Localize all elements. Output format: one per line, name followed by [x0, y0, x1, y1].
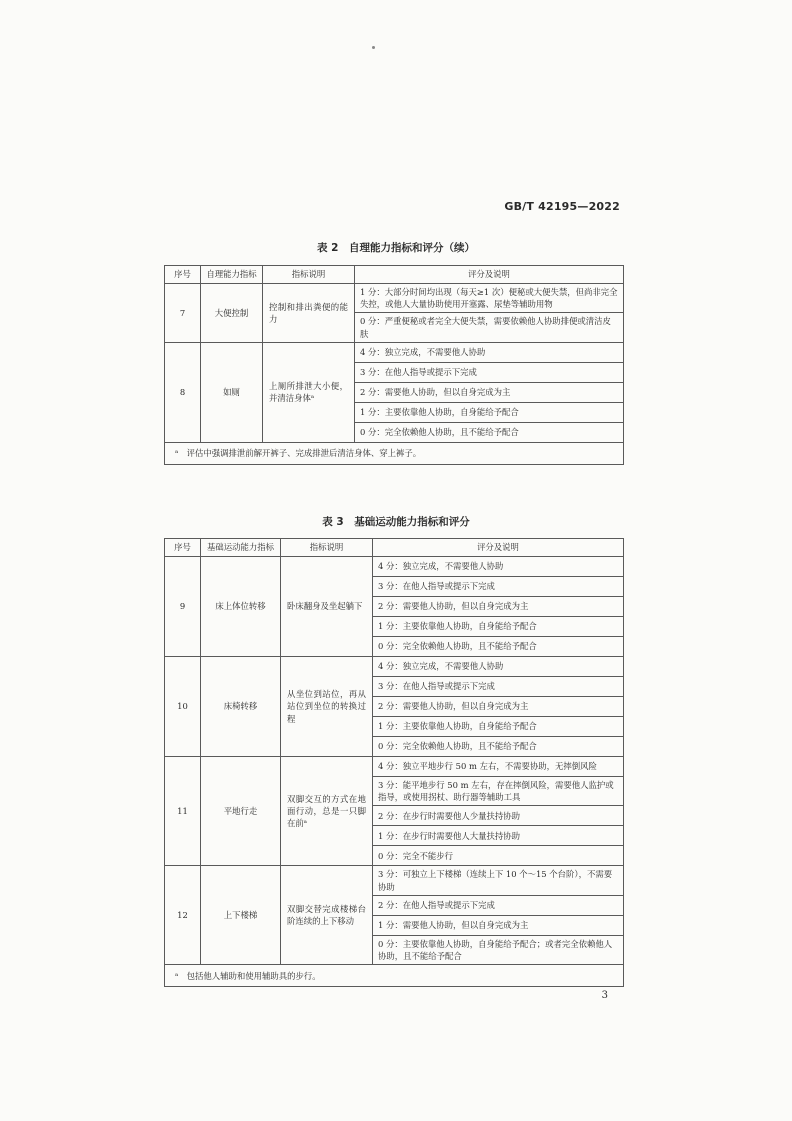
- table-footnote: ᵃ 包括他人辅助和使用辅助具的步行。: [165, 965, 624, 987]
- score-item: 2 分：需要他人协助，但以自身完成为主: [355, 382, 624, 402]
- table-row: [165, 757, 624, 777]
- column-header: 序号: [165, 539, 201, 557]
- column-header: 序号: [165, 266, 201, 284]
- column-header: 评分及说明: [355, 266, 624, 284]
- table-row: [165, 342, 624, 362]
- column-header: 指标说明: [281, 539, 373, 557]
- table3-caption: 表 3 基础运动能力指标和评分: [322, 516, 470, 528]
- page-number: 3: [601, 990, 608, 1001]
- column-header: 指标说明: [263, 266, 355, 284]
- standard-number: GB/T 42195—2022: [504, 200, 620, 213]
- score-item: 3 分：可独立上下楼梯（连续上下 10 个～15 个台阶），不需要协助: [373, 866, 624, 895]
- table-row: [165, 657, 624, 677]
- score-item: 2 分：在他人指导或提示下完成: [373, 895, 624, 915]
- table2-caption: 表 2 自理能力指标和评分（续）: [317, 242, 475, 254]
- indicator-description: 上厕所排泄大小便，并清洁身体ᵃ: [263, 342, 355, 442]
- score-item: 1 分：主要依靠他人协助，自身能给予配合: [373, 717, 624, 737]
- column-header: 评分及说明: [373, 539, 624, 557]
- table-footnote-row: [165, 965, 624, 987]
- score-item: 2 分：需要他人协助，但以自身完成为主: [373, 697, 624, 717]
- table-footnote-row: [165, 442, 624, 464]
- score-item: 1 分：在步行时需要他人大量扶持协助: [373, 826, 624, 846]
- indicator-description: 双脚交互的方式在地面行动，总是一只脚在前ᵃ: [281, 757, 373, 866]
- table-footnote: ᵃ 评估中强调排泄前解开裤子、完成排泄后清洁身体、穿上裤子。: [165, 442, 624, 464]
- score-item: 3 分：在他人指导或提示下完成: [373, 577, 624, 597]
- table3-header-row: [165, 539, 624, 557]
- row-number: 7: [165, 284, 201, 343]
- row-number: 9: [165, 557, 201, 657]
- indicator-name: 平地行走: [201, 757, 281, 866]
- score-item: 1 分：大部分时间均出现（每天≥1 次）便秘或大便失禁，但尚非完全失控，或他人大量协助使用开塞露、尿垫等辅助用物: [355, 284, 624, 313]
- score-item: 3 分：在他人指导或提示下完成: [355, 362, 624, 382]
- indicator-name: 如厕: [201, 342, 263, 442]
- scan-speck: [372, 46, 375, 49]
- indicator-name: 上下楼梯: [201, 866, 281, 965]
- score-item: 0 分：完全依赖他人协助，且不能给予配合: [373, 737, 624, 757]
- score-item: 0 分：完全依赖他人协助，且不能给予配合: [355, 422, 624, 442]
- score-item: 3 分：在他人指导或提示下完成: [373, 677, 624, 697]
- table-row: [165, 284, 624, 313]
- table3: [164, 538, 624, 987]
- score-item: 3 分：能平地步行 50 m 左右，存在摔倒风险，需要他人监护或指导，或使用拐杖、助行器等辅助工具: [373, 777, 624, 806]
- indicator-name: 床上体位转移: [201, 557, 281, 657]
- table2: [164, 265, 624, 465]
- row-number: 11: [165, 757, 201, 866]
- score-item: 0 分：完全不能步行: [373, 846, 624, 866]
- score-item: 4 分：独立完成，不需要他人协助: [355, 342, 624, 362]
- score-item: 2 分：需要他人协助，但以自身完成为主: [373, 597, 624, 617]
- score-item: 2 分：在步行时需要他人少量扶持协助: [373, 806, 624, 826]
- score-item: 4 分：独立完成，不需要他人协助: [373, 557, 624, 577]
- indicator-description: 双脚交替完成楼梯台阶连续的上下移动: [281, 866, 373, 965]
- score-item: 1 分：主要依靠他人协助，自身能给予配合: [373, 617, 624, 637]
- row-number: 10: [165, 657, 201, 757]
- score-item: 4 分：独立平地步行 50 m 左右，不需要协助，无摔倒风险: [373, 757, 624, 777]
- score-item: 4 分：独立完成，不需要他人协助: [373, 657, 624, 677]
- table-row: [165, 866, 624, 895]
- score-item: 1 分：主要依靠他人协助，自身能给予配合: [355, 402, 624, 422]
- table-row: [165, 557, 624, 577]
- column-header: 基础运动能力指标: [201, 539, 281, 557]
- score-item: 0 分：主要依靠他人协助，自身能给予配合；或者完全依赖他人协助，且不能给予配合: [373, 935, 624, 964]
- row-number: 12: [165, 866, 201, 965]
- score-item: 0 分：完全依赖他人协助，且不能给予配合: [373, 637, 624, 657]
- score-item: 1 分：需要他人协助，但以自身完成为主: [373, 915, 624, 935]
- table2-header-row: [165, 266, 624, 284]
- indicator-name: 大便控制: [201, 284, 263, 343]
- column-header: 自理能力指标: [201, 266, 263, 284]
- indicator-description: 控制和排出粪便的能力: [263, 284, 355, 343]
- indicator-name: 床椅转移: [201, 657, 281, 757]
- indicator-description: 从坐位到站位，再从站位到坐位的转换过程: [281, 657, 373, 757]
- indicator-description: 卧床翻身及坐起躺下: [281, 557, 373, 657]
- score-item: 0 分：严重便秘或者完全大便失禁，需要依赖他人协助排便或清洁皮肤: [355, 313, 624, 342]
- row-number: 8: [165, 342, 201, 442]
